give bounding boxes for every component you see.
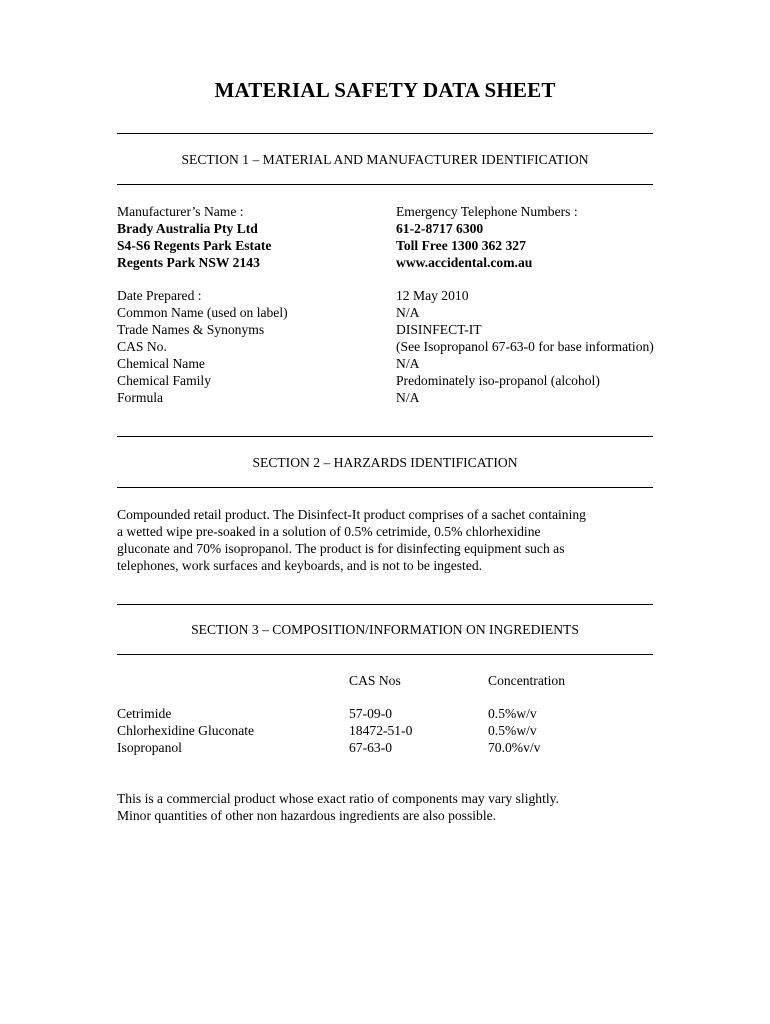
divider <box>117 604 653 605</box>
field-label: Chemical Name <box>117 356 205 371</box>
emergency-label: Emergency Telephone Numbers : <box>396 204 578 219</box>
field-value: DISINFECT-IT <box>396 322 482 337</box>
ingredient-concentration: 0.5%w/v <box>488 723 537 738</box>
paragraph-line: a wetted wipe pre-soaked in a solution of 0.5% cetrimide, 0.5% chlorhexidine <box>117 524 541 539</box>
ingredient-name: Chlorhexidine Gluconate <box>117 723 255 738</box>
note-line: This is a commercial product whose exact ratio of components may vary slightly. <box>117 791 559 806</box>
ingredient-name: Isopropanol <box>117 740 182 755</box>
paragraph-line: telephones, work surfaces and keyboards, and is not to be ingested. <box>117 558 483 573</box>
field-values <box>396 287 654 406</box>
divider <box>117 436 653 437</box>
field-value: Predominately iso-propanol (alcohol) <box>396 373 600 388</box>
field-label: Common Name (used on label) <box>117 305 288 320</box>
ingredients-header <box>0 673 770 690</box>
hazards-paragraph <box>117 506 662 574</box>
divider <box>117 184 653 185</box>
divider <box>117 654 653 655</box>
manufacturer-address-line: Regents Park NSW 2143 <box>117 255 260 270</box>
cas-column-header: CAS Nos <box>349 673 401 688</box>
field-label: Chemical Family <box>117 373 212 388</box>
composition-note <box>117 790 662 824</box>
field-value: N/A <box>396 356 420 371</box>
ingredient-cas: 18472-51-0 <box>349 723 413 738</box>
emergency-tollfree: Toll Free 1300 362 327 <box>396 238 526 253</box>
manufacturer-address-line: S4-S6 Regents Park Estate <box>117 238 272 253</box>
field-label: Date Prepared : <box>117 288 202 303</box>
field-label: Trade Names & Synonyms <box>117 322 265 337</box>
ingredient-cas: 67-63-0 <box>349 740 393 755</box>
ingredient-row <box>0 706 770 723</box>
divider <box>117 487 653 488</box>
field-labels <box>117 287 288 406</box>
manufacturer-name: Brady Australia Pty Ltd <box>117 221 258 236</box>
paragraph-line: gluconate and 70% isopropanol. The product is for disinfecting equipment such as <box>117 541 565 556</box>
section3-heading: SECTION 3 – COMPOSITION/INFORMATION ON INGREDIENTS <box>191 622 579 637</box>
field-label: CAS No. <box>117 339 167 354</box>
ingredient-row <box>0 740 770 757</box>
ingredient-cas: 57-09-0 <box>349 706 393 721</box>
document-title: MATERIAL SAFETY DATA SHEET <box>214 78 556 102</box>
ingredient-row <box>0 723 770 740</box>
emergency-block <box>396 203 578 271</box>
concentration-column-header: Concentration <box>488 673 566 688</box>
field-value: N/A <box>396 390 420 405</box>
field-value: 12 May 2010 <box>396 288 469 303</box>
ingredient-concentration: 0.5%w/v <box>488 706 537 721</box>
emergency-website: www.accidental.com.au <box>396 255 533 270</box>
paragraph-line: Compounded retail product. The Disinfect-It product comprises of a sachet containing <box>117 507 586 522</box>
section2-heading: SECTION 2 – HARZARDS IDENTIFICATION <box>252 455 518 470</box>
emergency-phone: 61-2-8717 6300 <box>396 221 484 236</box>
field-value: N/A <box>396 305 420 320</box>
field-value: (See Isopropanol 67-63-0 for base information) <box>396 339 654 354</box>
note-line: Minor quantities of other non hazardous ingredients are also possible. <box>117 808 497 823</box>
manufacturer-label: Manufacturer’s Name : <box>117 204 244 219</box>
field-label: Formula <box>117 390 164 405</box>
divider <box>117 133 653 134</box>
section1-heading: SECTION 1 – MATERIAL AND MANUFACTURER IDENTIFICATION <box>181 152 589 167</box>
manufacturer-block <box>117 203 271 271</box>
ingredient-concentration: 70.0%v/v <box>488 740 541 755</box>
ingredient-name: Cetrimide <box>117 706 172 721</box>
